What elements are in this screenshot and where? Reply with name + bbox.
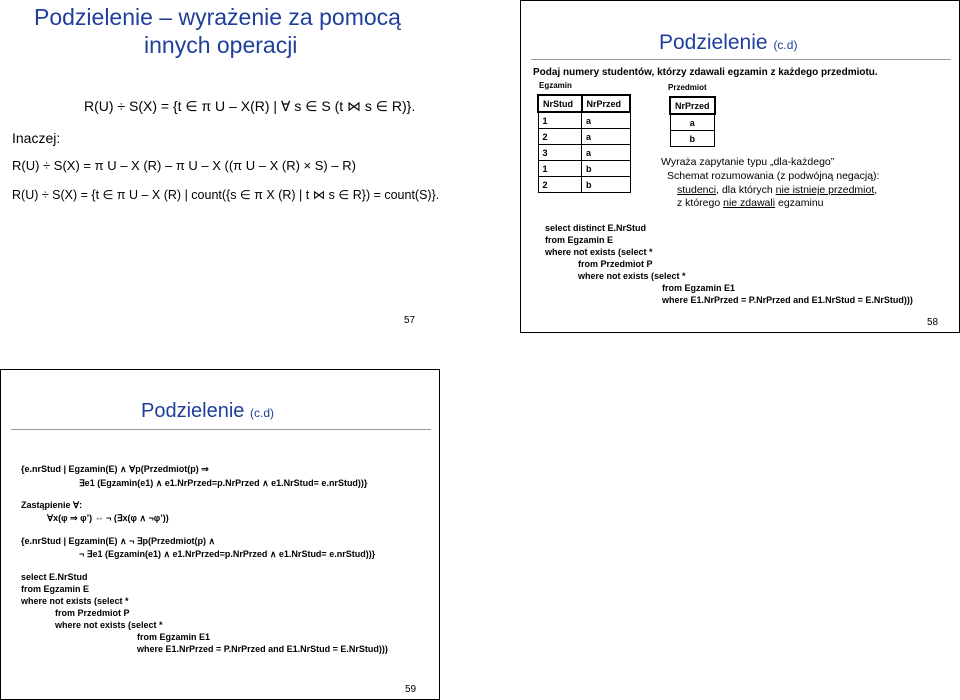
slide-58-page-number: 58 <box>927 317 939 328</box>
sql-line: from Egzamin E <box>21 584 90 594</box>
slide-59 <box>0 369 440 700</box>
sql-line: where not exists (select * <box>545 247 653 257</box>
table-cell: a <box>582 129 630 145</box>
slide-57-title-line2: innych operacji <box>144 32 298 58</box>
formula-division-algebra: R(U) ÷ S(X) = π U – X (R) – π U – X ((π U – X (R) × S) – R) <box>12 158 356 173</box>
zastapienie-label: Zastąpienie ∀: <box>21 500 83 510</box>
egzamin-header-nrprzed: NrPrzed <box>582 95 630 112</box>
slide-57-title-line1: Podzielenie – wyrażenie za pomocą <box>34 4 401 30</box>
przedmiot-header-nrprzed: NrPrzed <box>670 97 715 114</box>
sql-line: where not exists (select * <box>578 271 686 281</box>
przedmiot-table <box>669 96 716 147</box>
slide-58-title-suffix: (c.d) <box>773 38 798 52</box>
table-cell: a <box>582 112 630 129</box>
slide-59-title-text: Podzielenie <box>141 400 245 422</box>
egzamin-table-label: Egzamin <box>539 81 572 90</box>
explanation-line3 <box>677 184 877 196</box>
table-cell: b <box>670 131 715 147</box>
title-underline <box>11 429 431 430</box>
table-cell: b <box>582 177 630 193</box>
table-cell: a <box>582 145 630 161</box>
query1-line2: ∃e1 (Egzamin(e1) ∧ e1.NrPrzed=p.NrPrzed ∧ e1.NrStud= e.nrStud))} <box>79 478 368 488</box>
slide-57-page-number: 57 <box>404 315 416 326</box>
sql-line: where E1.NrPrzed = P.NrPrzed and E1.NrStud = E.NrStud))) <box>662 295 913 305</box>
slide-59-title <box>141 400 274 423</box>
underline-nie-zdawali: nie zdawali <box>723 197 776 209</box>
egzamin-header-nrstud: NrStud <box>538 95 582 112</box>
expl3-text1: , dla których <box>716 184 776 196</box>
slide-58-title <box>659 31 797 55</box>
slide-58-title-text: Podzielenie <box>659 31 768 54</box>
slide-57 <box>0 0 440 333</box>
sql-line: where E1.NrPrzed = P.NrPrzed and E1.NrStud = E.NrStud))) <box>137 644 388 654</box>
egzamin-table <box>537 94 631 193</box>
inaczej-label: Inaczej: <box>12 130 61 146</box>
underline-nie-istnieje: nie istnieje przedmiot <box>775 184 875 196</box>
table-cell: b <box>582 161 630 177</box>
query2-line1: {e.nrStud | Egzamin(E) ∧ ¬ ∃p(Przedmiot(p) ∧ <box>21 536 216 546</box>
table-cell: a <box>670 114 715 131</box>
slide-58-question: Podaj numery studentów, którzy zdawali egzamin z każdego przedmiotu. <box>533 67 878 78</box>
sql-line: select E.NrStud <box>21 572 88 582</box>
title-underline <box>531 59 951 60</box>
table-cell: 1 <box>538 112 582 129</box>
slide-58 <box>520 0 960 333</box>
table-cell: 3 <box>538 145 582 161</box>
explanation-line1: Wyraża zapytanie typu „dla-każdego” <box>661 156 835 168</box>
explanation-line4 <box>677 197 824 209</box>
slide-59-title-suffix: (c.d) <box>249 406 274 420</box>
sql-line: from Egzamin E1 <box>137 632 211 642</box>
slide-59-page-number: 59 <box>405 684 417 695</box>
explanation-line2: Schemat rozumowania (z podwójną negacją): <box>667 170 880 182</box>
expl4-pre: z którego <box>677 197 724 209</box>
query2-line2: ¬ ∃e1 (Egzamin(e1) ∧ e1.NrPrzed=p.NrPrzed ∧ e1.NrStud= e.nrStud))} <box>79 549 376 559</box>
sql-line: from Egzamin E1 <box>662 283 736 293</box>
rewrite-rule: ∀x(φ ⇒ φ’) ⇔ ¬ (∃x(φ ∧ ¬φ’)) <box>47 513 169 523</box>
sql-line: from Przedmiot P <box>578 259 653 269</box>
table-cell: 2 <box>538 129 582 145</box>
underline-studenci: studenci <box>677 184 717 196</box>
expl4-post: egzaminu <box>775 197 824 209</box>
przedmiot-table-label: Przedmiot <box>668 83 707 92</box>
sql-line: where not exists (select * <box>21 596 129 606</box>
sql-line: where not exists (select * <box>55 620 163 630</box>
sql-line: select distinct E.NrStud <box>545 223 647 233</box>
formula-division-def: R(U) ÷ S(X) = {t ∈ π U – X(R) | ∀ s ∈ S (t ⋈ s ∈ R)}. <box>84 98 416 114</box>
expl3-text2: , <box>874 184 878 196</box>
query1-line1: {e.nrStud | Egzamin(E) ∧ ∀p(Przedmiot(p) ⇒ <box>21 464 209 474</box>
sql-line: from Przedmiot P <box>55 608 130 618</box>
table-cell: 2 <box>538 177 582 193</box>
sql-line: from Egzamin E <box>545 235 614 245</box>
table-cell: 1 <box>538 161 582 177</box>
formula-division-count: R(U) ÷ S(X) = {t ∈ π U – X (R) | count({s ∈ π X (R) | t ⋈ s ∈ R}) = count(S)}. <box>12 188 440 202</box>
